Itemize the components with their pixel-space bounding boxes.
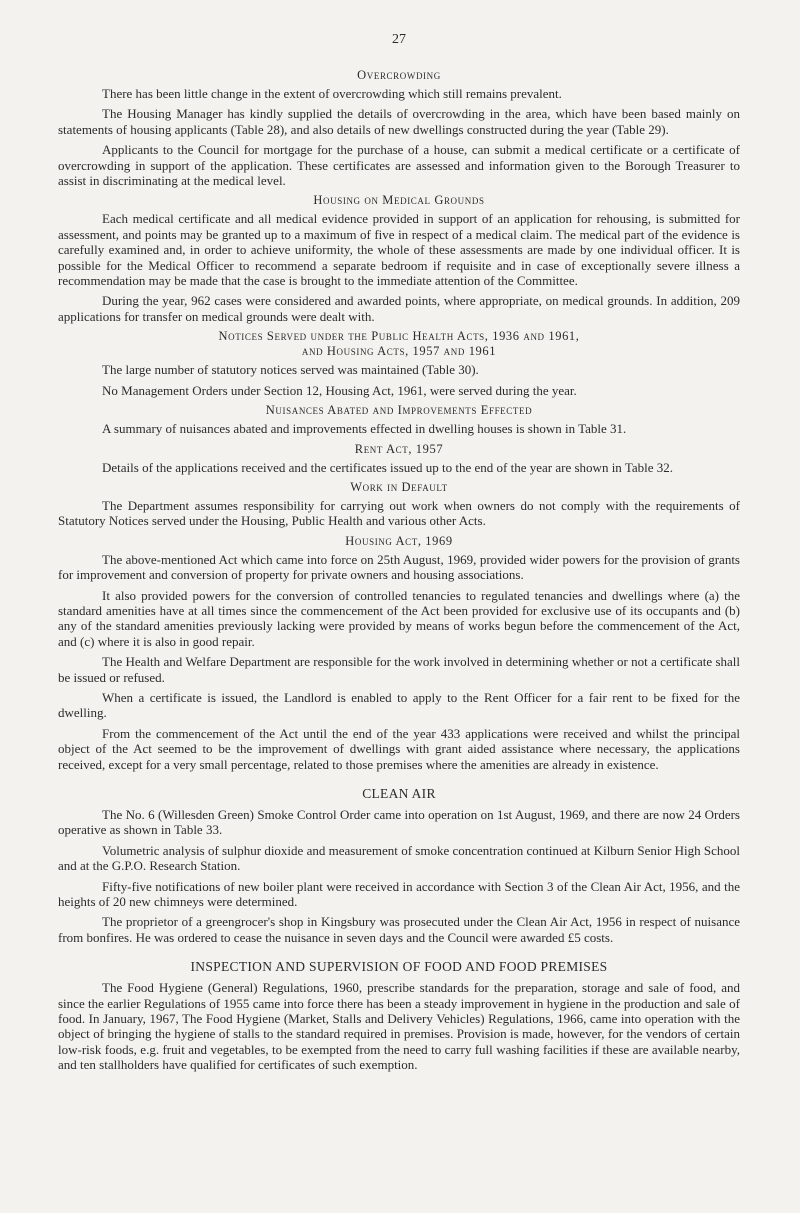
section-housing-medical [58, 193, 740, 324]
section-work-in-default [58, 480, 740, 529]
section-rent-act [58, 442, 740, 475]
section-heading: INSPECTION AND SUPERVISION OF FOOD AND FOOD PREMISES [190, 959, 608, 975]
section-heading: Notices Served under the Public Health Acts, 1936 and 1961, [218, 329, 580, 344]
paragraph: The Housing Manager has kindly supplied the details of overcrowding in the area, which have been based mainly on statements of housing applicants (Table 28), and also details of new dwellings constructed during the year (Table 29). [58, 106, 740, 137]
section-heading: Nuisances Abated and Improvements Effected [265, 403, 533, 418]
section-clean-air [58, 786, 740, 945]
section-housing-act-1969 [58, 534, 740, 772]
paragraph: Volumetric analysis of sulphur dioxide and measurement of smoke concentration continued at Kilburn Senior High School and at the G.P.O. Research Station. [58, 842, 740, 874]
section-nuisances-abated [58, 403, 740, 436]
paragraph: The Department assumes responsibility for carrying out work when owners do not comply with the requirements of Statutory Notices served under the Housing, Public Health and various other Acts. [58, 497, 740, 529]
paragraph: A summary of nuisances abated and improvements effected in dwelling houses is shown in Table 31. [102, 421, 627, 437]
paragraph: The large number of statutory notices served was maintained (Table 30). [102, 362, 479, 378]
paragraph: The proprietor of a greengrocer's shop in Kingsbury was prosecuted under the Clean Air Act, 1956 in respect of nuisance from bonfires. He was ordered to cease the nuisance in seven days and the Council were awarded £5 costs. [58, 914, 740, 945]
section-heading: Rent Act, 1957 [354, 441, 444, 456]
paragraph: The No. 6 (Willesden Green) Smoke Control Order came into operation on 1st August, 1969, and there are now 24 Orders operative as shown in Table 33. [58, 807, 740, 838]
section-heading: Overcrowding [357, 68, 441, 82]
section-heading: Housing Act, 1969 [345, 533, 453, 548]
paragraph: No Management Orders under Section 12, Housing Act, 1961, were served during the year. [102, 382, 577, 398]
section-notices-served [58, 329, 740, 398]
paragraph: Fifty-five notifications of new boiler plant were received in accordance with Section 3 of the Clean Air Act, 1956, and the heights of 20 new chimneys were determined. [58, 878, 740, 910]
paragraph: When a certificate is issued, the Landlord is enabled to apply to the Rent Officer for a fair rent to be fixed for the dwelling. [58, 689, 740, 721]
paragraph: The Food Hygiene (General) Regulations, 1960, prescribe standards for the preparation, storage and sale of food, and since the earlier Regulations of 1955 came into force there has been a steady improvement in hygiene in the production and sale of food. In January, 1967, The Food Hygiene (Market, Stalls and Delivery Vehicles) Regulations, 1966, came into operation with the object of bringing the hygiene of stalls to the standard required in premises. Provision is made, however, for the vendors of certain low-risk foods, e.g. fruit and vegetables, to be exempted from the need to carry full washing facilities if these are available nearby, and ten stallholders have qualified for certificates of such exemption. [58, 980, 740, 1073]
section-heading: CLEAN AIR [362, 786, 436, 801]
paragraph: From the commencement of the Act until the end of the year 433 applications were received and whilst the principal object of the Act seemed to be the improvement of dwellings with grant aided assistance where necessary, the applications received, except for a very small percentage, related to those premises where the amenities are already in existence. [58, 725, 740, 772]
section-overcrowding [58, 68, 740, 188]
section-heading-line2: and Housing Acts, 1957 and 1961 [301, 344, 497, 359]
paragraph: The Health and Welfare Department are responsible for the work involved in determining whether or not a certificate shall be issued or refused. [58, 654, 740, 685]
paragraph: Applicants to the Council for mortgage for the purchase of a house, can submit a medical certificate or a certificate of overcrowding in support of the application. These certificates are assessed and information given to the Borough Treasurer to assist in discriminating at the medical level. [58, 142, 740, 189]
section-food-inspection [58, 959, 740, 1072]
section-heading: Work in Default [350, 479, 448, 494]
section-heading: Housing on Medical Grounds [313, 193, 485, 208]
paragraph: There has been little change in the extent of overcrowding which still remains prevalent. [102, 86, 562, 101]
paragraph: It also provided powers for the conversion of controlled tenancies to regulated tenancies and dwellings where (a) the standard amenities have at all times since the commencement of the Act been provided for exclusive use of its occupants and (b) any of the standard amenities previously lacking were provided by means of works begun before the commencement of the Act, and (c) where it is also in good repair. [58, 587, 740, 649]
paragraph: Details of the applications received and the certificates issued up to the end of the year are shown in Table 32. [102, 459, 674, 475]
paragraph: During the year, 962 cases were considered and awarded points, where appropriate, on medical grounds. In addition, 209 applications for transfer on medical grounds were dealt with. [58, 293, 740, 324]
paragraph: The above-mentioned Act which came into force on 25th August, 1969, provided wider powers for the provision of grants for improvement and conversion of property for private owners and housing associations. [58, 551, 740, 583]
paragraph: Each medical certificate and all medical evidence provided in support of an application for rehousing, is submitted for assessment, and points may be granted up to a maximum of five in respect of a medical claim. The medical part of the evidence is carefully examined and, in order to achieve uniformity, the whole of these assessments are made by one individual officer. It is possible for the Medical Officer to recommend a separate bedroom if requisite and in case of exceptionally severe illness a recommendation may be made that the case is brought to the immediate attention of the Committee. [58, 211, 740, 289]
page-number: 27 [392, 32, 406, 47]
